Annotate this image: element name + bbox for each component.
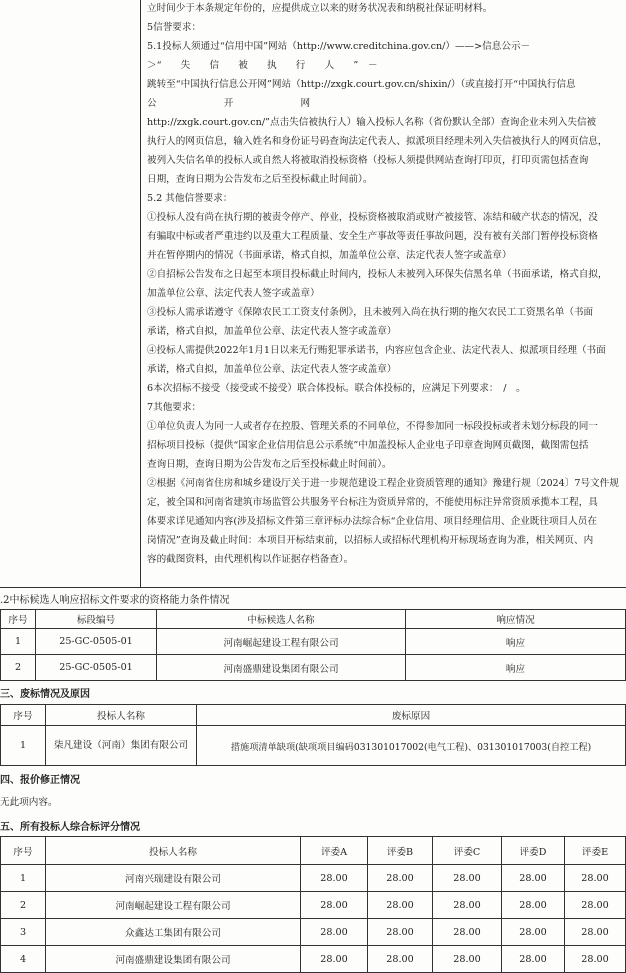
header-cell: 废标原因 (197, 705, 626, 726)
header-cell: 序号 (1, 705, 46, 726)
cell: 28.00 (433, 865, 502, 892)
text-line: 6本次招标不接受（接受或不接受）联合体投标。联合体投标的，应满足下列要求： / 。 (147, 383, 526, 394)
text-line: http://zxgk.court.gov.cn/”点击失信被执行人）输入投标人名称（省份默认全部）查询企业未列入失信被 (147, 117, 597, 128)
text-line: 被列入失信名单的投标人或自然人将被取消投标资格（投标人须提供网站查询打印页，打印页需包括查询 (147, 155, 589, 166)
cell: 28.00 (502, 865, 565, 892)
requirements-cell (140, 0, 626, 588)
rejected-bid-table (0, 704, 626, 766)
cell: 河南崛起建设工程有限公司 (46, 892, 301, 919)
section-4-title: 四、报价修正情况 (0, 775, 80, 786)
text-line: ②根据《河南省住房和城乡建设厅关于进一步规范建设工程企业资质管理的通知》豫建行规〔2024〕7号文件规 (147, 478, 619, 489)
text-line: ①投标人没有尚在执行期的被责令停产、停业，投标资格被取消或财产被接管、冻结和破产状态的情况，没 (147, 212, 598, 223)
header-cell: 中标候选人名称 (157, 610, 406, 629)
cell: 28.00 (368, 892, 433, 919)
header-cell: 评委A (301, 837, 368, 865)
cell: 响应 (406, 655, 626, 681)
text-line: ①单位负责人为同一人或者存在控股、管理关系的不同单位，不得参加同一标段投标或者未划分标段的同一 (147, 421, 598, 432)
cell: 河南兴瑞建设有限公司 (46, 865, 301, 892)
cell: 2 (1, 892, 46, 919)
cell: 1 (1, 629, 36, 655)
score-table (0, 836, 626, 973)
table-row (1, 629, 626, 655)
table-row (1, 946, 626, 973)
cell: 柒凡建设（河南）集团有限公司 (46, 726, 197, 766)
table-header-row (1, 610, 626, 629)
text-line: ④投标人需提供2022年1月1日以来无行贿犯罪承诺书，内容应包含企业、法定代表人、拟派项目经理（书面 (147, 345, 606, 356)
table-row (1, 726, 626, 766)
section-5-title: 五、所有投标人综合标评分情况 (0, 822, 140, 833)
table-header-row (1, 837, 626, 865)
header-cell: 评委C (433, 837, 502, 865)
text-line: 承诺，格式自拟，加盖单位公章、法定代表人签字或盖章） (147, 326, 397, 337)
text-line: 查询日期，查询日期为公告发布之后至投标截止时间前）。 (147, 459, 392, 470)
text-line: 执行人的网页信息，输入姓名和身份证号码查询法定代表人、拟派项目经理未列入失信被执行人的网页信息， (147, 136, 608, 147)
text-line: 承诺，格式自拟，加盖单位公章、法定代表人签字或盖章） (147, 364, 397, 375)
text-line: 定，被全国和河南省建筑市场监管公共服务平台标注为资质异常的，不能使用标注异常资质承揽本工程，具 (147, 497, 598, 508)
cell: 28.00 (368, 919, 433, 946)
cell: 28.00 (301, 946, 368, 973)
cell: 28.00 (368, 865, 433, 892)
text-line: ②自招标公告发布之日起至本项目投标截止时间内，投标人未被列入环保失信黑名单（书面承诺，格式自拟， (147, 269, 608, 280)
cell: 河南盛鼎建设集团有限公司 (46, 946, 301, 973)
header-cell: 投标人名称 (46, 837, 301, 865)
cell: 28.00 (301, 892, 368, 919)
section-4-text: 无此项内容。 (0, 797, 58, 808)
cell: 28.00 (502, 919, 565, 946)
text-line: 并在暂停期内的情况（书面承诺，格式自拟，加盖单位公章、法定代表人签字或盖章） (147, 250, 512, 261)
cell: 28.00 (502, 892, 565, 919)
text-line: ＞“ 失 信 被 执 行 人 ” － (147, 60, 378, 71)
header-cell: 评委E (565, 837, 626, 865)
text-line: 容的截图资料，由代理机构以作证据存档备查）。 (147, 554, 354, 565)
text-line: 公 开 网 (147, 98, 311, 109)
header-cell: 评委D (502, 837, 565, 865)
cell: 28.00 (301, 919, 368, 946)
cell: 众鑫达工集团有限公司 (46, 919, 301, 946)
cell: 28.00 (565, 892, 626, 919)
cell: 25-GC-0505-01 (36, 655, 157, 681)
text-line: 5.2 其他信誉要求： (147, 193, 233, 204)
cell: 2 (1, 655, 36, 681)
table-header-row (1, 705, 626, 726)
cell: 1 (1, 726, 46, 766)
left-column-blank (0, 0, 140, 588)
cell: 河南崛起建设工程有限公司 (157, 629, 406, 655)
header-cell: 响应情况 (406, 610, 626, 629)
cell: 3 (1, 919, 46, 946)
cell: 措施项清单缺项(缺项项目编码031301017002(电气工程)、031301017003(自控工程) (197, 726, 626, 766)
table-row (1, 865, 626, 892)
cell: 28.00 (301, 865, 368, 892)
cell: 25-GC-0505-01 (36, 629, 157, 655)
cell: 28.00 (565, 946, 626, 973)
cell: 28.00 (565, 865, 626, 892)
text-line: 招标项目投标（提供“国家企业信用信息公示系统”中加盖投标人企业电子印章查询网页截图，截图需包括 (147, 440, 589, 451)
cell: 28.00 (502, 946, 565, 973)
text-line: 5信誉要求： (147, 22, 202, 33)
text-line: 7其他要求： (147, 402, 202, 413)
text-line: 跳转至“中国执行信息公开网”网站（http://zxgk.court.gov.cn/shixin/）（或直接打开“中国执行信息 (147, 79, 576, 90)
table-row (1, 655, 626, 681)
cell: 响应 (406, 629, 626, 655)
text-line: 立时间少于本条规定年份的，应提供成立以来的财务状况表和纳税社保证明材料。 (147, 3, 493, 14)
cell: 4 (1, 946, 46, 973)
header-cell: 标段编号 (36, 610, 157, 629)
header-cell: 序号 (1, 610, 36, 629)
header-cell: 投标人名称 (46, 705, 197, 726)
text-line: ③投标人需承诺遵守《保障农民工工资支付条例》，且未被列入尚在执行期的拖欠农民工工资黑名单（书面 (147, 307, 594, 318)
header-cell: 序号 (1, 837, 46, 865)
table-row (1, 892, 626, 919)
cell: 1 (1, 865, 46, 892)
candidate-table (0, 609, 626, 681)
table-row (1, 919, 626, 946)
text-line: 日期，查询日期为公告发布之后至投标截止时间前）。 (147, 174, 373, 185)
text-line: 5.1投标人须通过“信用中国”网站（http://www.creditchina.gov.cn/）——>信息公示－ (147, 41, 531, 52)
cell: 28.00 (433, 892, 502, 919)
section-2-2-title: .2中标候选人响应招标文件要求的资格能力条件情况 (0, 595, 230, 606)
text-line: 有骗取中标或者严重违约以及重大工程质量、安全生产事故等责任事故问题，没有被有关部门暂停投标资格 (147, 231, 598, 242)
text-line: 加盖单位公章、法定代表人签字或盖章） (147, 288, 320, 299)
text-line: 体要求详见通知内容(涉及招标文件第三章评标办法综合标“企业信用、项目经理信用、企业既往项目人员在 (147, 516, 597, 527)
cell: 28.00 (565, 919, 626, 946)
header-cell: 评委B (368, 837, 433, 865)
cell: 28.00 (433, 919, 502, 946)
section-3-title: 三、废标情况及原因 (0, 689, 90, 700)
cell: 河南盛鼎建设集团有限公司 (157, 655, 406, 681)
cell: 28.00 (368, 946, 433, 973)
text-line: 岗情况”查询及截止时间：本项目开标结束前，以招标人或招标代理机构开标现场查询为准，相关网页、内 (147, 535, 594, 546)
divider (0, 587, 626, 588)
cell: 28.00 (433, 946, 502, 973)
